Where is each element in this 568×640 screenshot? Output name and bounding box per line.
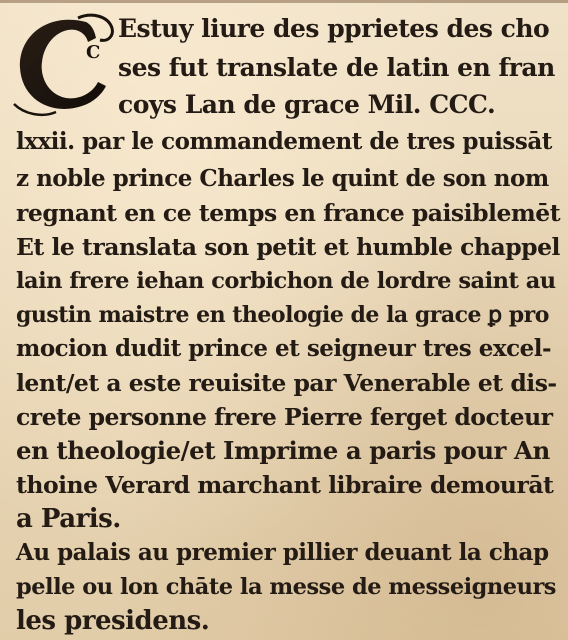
decorated-initial-c (8, 8, 118, 120)
text-line: gustin maistre en theologie de la grace ꝑ pro (16, 302, 549, 328)
initial-letter-text: C (86, 42, 101, 63)
text-line: z noble prince Charles le quint de son nom (16, 165, 549, 192)
text-line: lent/et a este reuisite par Venerable et dis- (16, 369, 557, 397)
text-line: regnant en ce temps en france paisiblemēt (16, 199, 561, 227)
page-edge (0, 0, 568, 3)
text-line: Au palais au premier pillier deuant la chap (16, 539, 549, 566)
text-line: lain frere iehan corbichon de lordre saint au (16, 268, 556, 294)
text-line: coys Lan de grace Mil. CCC. (118, 90, 496, 119)
text-line: en theologie/et Imprime a paris pour An (16, 436, 550, 465)
text-line: lxxii. par le commandement de tres puissāt (16, 128, 552, 155)
text-line: mocion dudit prince et seigneur tres excel- (16, 335, 552, 362)
text-line: Estuy liure des pprietes des cho (118, 14, 550, 43)
text-line: a Paris. (16, 504, 121, 534)
text-line: crete personne frere Pierre ferget docteur (16, 403, 553, 431)
text-line: les presidens. (16, 606, 210, 636)
text-line: thoine Verard marchant libraire demourāt (16, 471, 554, 499)
text-line: Et le translata son petit et humble chappel (16, 233, 560, 261)
text-line: ses fut translate de latin en fran (118, 53, 555, 82)
text-line: pelle ou lon chāte la messe de messeigneurs (16, 574, 556, 600)
